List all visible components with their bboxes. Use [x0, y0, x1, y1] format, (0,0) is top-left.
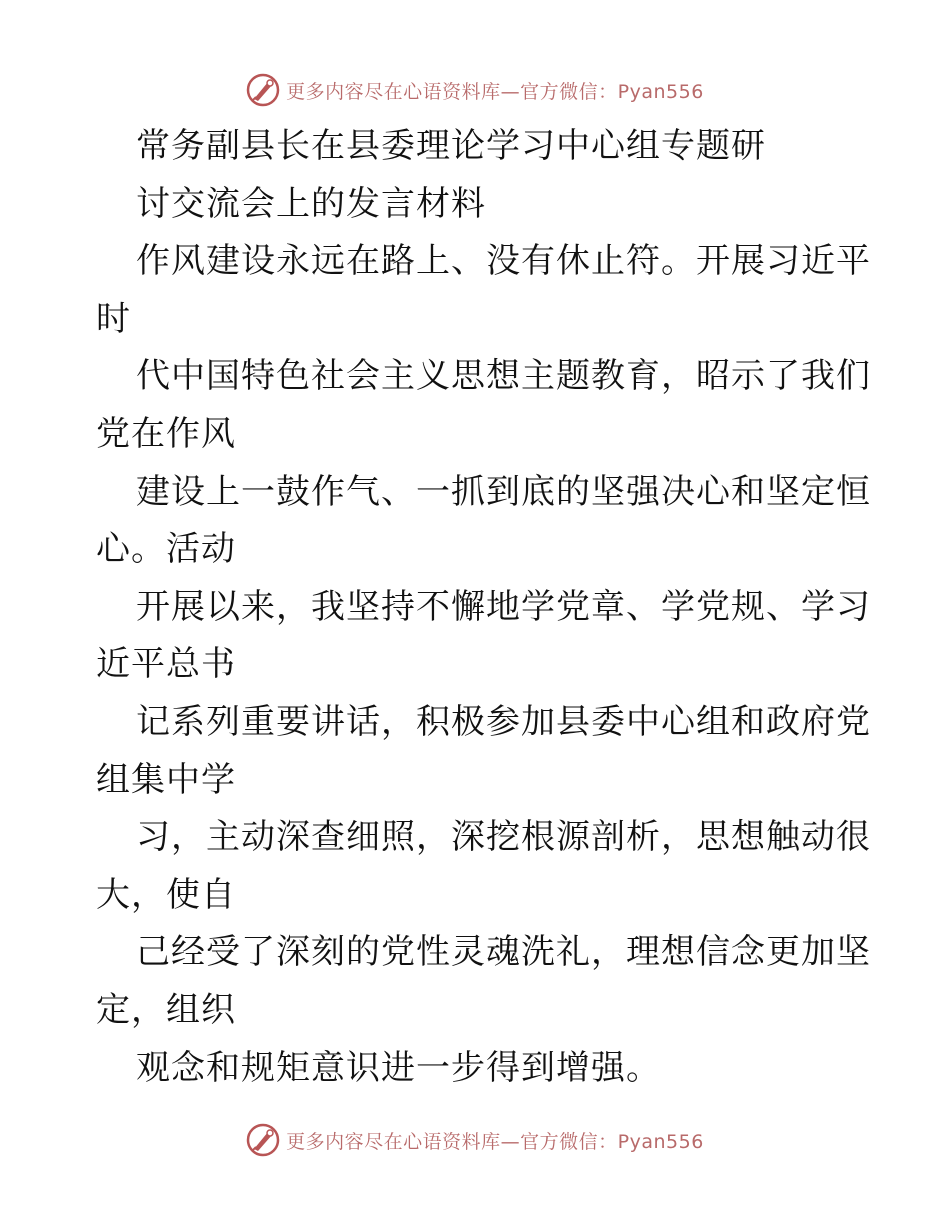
watermark-text: 更多内容尽在心语资料库—官方微信：Pyan556	[286, 1130, 704, 1153]
text-line: 近平总书	[96, 644, 236, 685]
text-line: 记系列重要讲话，积极参加县委中心组和政府党	[136, 701, 871, 742]
text-line: 定，组织	[96, 989, 236, 1030]
watermark-text: 更多内容尽在心语资料库—官方微信：Pyan556	[286, 80, 704, 103]
document-body	[96, 118, 871, 1097]
text-line: 心。活动	[96, 529, 236, 570]
header-watermark-banner	[0, 70, 950, 110]
text-line: 观念和规矩意识进一步得到增强。	[136, 1047, 661, 1088]
title-line-2: 讨交流会上的发言材料	[136, 183, 486, 224]
pen-logo-icon	[246, 1123, 280, 1157]
text-line: 时	[96, 298, 131, 339]
text-line: 习，主动深查细照，深挖根源剖析，思想触动很	[136, 817, 871, 858]
title-line-1: 常务副县长在县委理论学习中心组专题研	[136, 126, 766, 166]
footer-watermark-banner	[0, 1120, 950, 1160]
text-line: 大，使自	[96, 874, 236, 915]
pen-logo-icon	[246, 73, 280, 107]
text-line: 建设上一鼓作气、一抓到底的坚强决心和坚定恒	[136, 471, 871, 512]
text-line: 作风建设永远在路上、没有休止符。开展习近平	[136, 241, 871, 282]
text-line: 代中国特色社会主义思想主题教育，昭示了我们	[136, 356, 871, 397]
text-line: 己经受了深刻的党性灵魂洗礼，理想信念更加坚	[136, 932, 871, 973]
text-line: 党在作风	[96, 413, 236, 454]
text-line: 开展以来，我坚持不懈地学党章、学党规、学习	[136, 586, 871, 627]
text-line: 组集中学	[96, 759, 236, 800]
